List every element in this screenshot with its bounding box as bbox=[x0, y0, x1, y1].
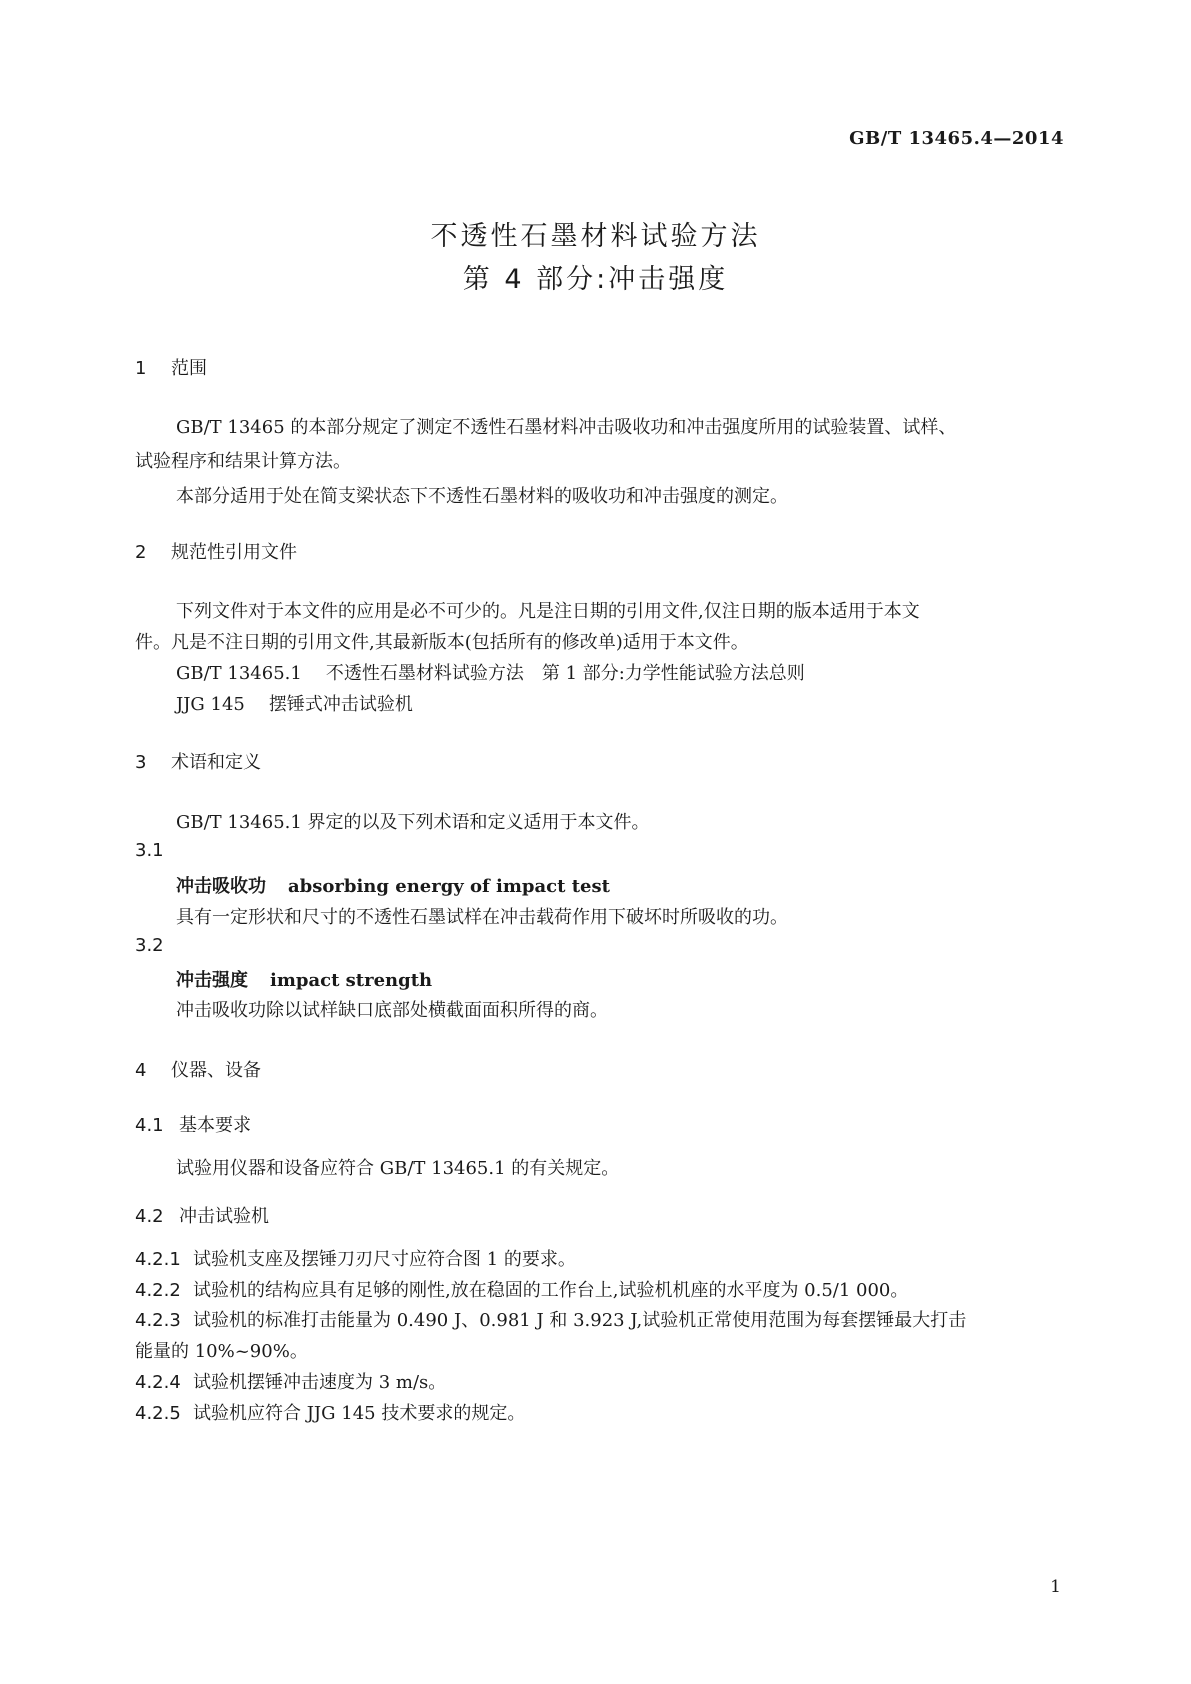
paragraph-line: 件。凡是不注日期的引用文件,其最新版本(包括所有的修改单)适用于本文件。 bbox=[135, 632, 749, 653]
subsection-number: 4.2 bbox=[135, 1206, 164, 1227]
subsection-title: 基本要求 bbox=[179, 1115, 251, 1136]
clause-4-2-4 bbox=[135, 1368, 1055, 1394]
clause-number: 4.2.5 bbox=[135, 1403, 181, 1424]
section-number: 3 bbox=[135, 752, 147, 773]
reference-code: JJG 145 bbox=[176, 694, 245, 715]
paragraph: 试验用仪器和设备应符合 GB/T 13465.1 的有关规定。 bbox=[176, 1158, 620, 1179]
clause-4-2-3 bbox=[135, 1306, 1055, 1332]
term-number: 3.1 bbox=[135, 840, 164, 861]
section-title: 范围 bbox=[171, 358, 207, 379]
paragraph: 本部分适用于处在简支梁状态下不透性石墨材料的吸收功和冲击强度的测定。 bbox=[176, 486, 788, 507]
section-number: 1 bbox=[135, 358, 147, 379]
page-number: 1 bbox=[1050, 1577, 1061, 1597]
section-title: 术语和定义 bbox=[171, 752, 261, 773]
term-definition: 具有一定形状和尺寸的不透性石墨试样在冲击载荷作用下破坏时所吸收的功。 bbox=[176, 907, 788, 928]
reference-code: GB/T 13465.1 bbox=[176, 663, 302, 684]
reference-title: 摆锤式冲击试验机 bbox=[268, 694, 413, 715]
section-title: 仪器、设备 bbox=[171, 1060, 261, 1081]
term-chinese: 冲击吸收功 bbox=[176, 876, 266, 897]
section-4-heading bbox=[135, 1056, 261, 1082]
paragraph: GB/T 13465.1 界定的以及下列术语和定义适用于本文件。 bbox=[176, 812, 650, 833]
section-2-heading bbox=[135, 538, 297, 564]
section-title: 规范性引用文件 bbox=[171, 542, 297, 563]
section-number: 4 bbox=[135, 1060, 147, 1081]
term-number: 3.2 bbox=[135, 935, 164, 956]
section-1-heading bbox=[135, 354, 207, 380]
section-3-heading bbox=[135, 748, 261, 774]
reference-entry bbox=[176, 690, 413, 716]
reference-title: 不透性石墨材料试验方法 第 1 部分:力学性能试验方法总则 bbox=[325, 663, 805, 684]
term-chinese: 冲击强度 bbox=[176, 970, 248, 991]
subsection-title: 冲击试验机 bbox=[179, 1206, 269, 1227]
section-number: 2 bbox=[135, 542, 147, 563]
paragraph-line: GB/T 13465 的本部分规定了测定不透性石墨材料冲击吸收功和冲击强度所用的试验装置、试样、 bbox=[176, 417, 957, 438]
standard-number: GB/T 13465.4—2014 bbox=[849, 128, 1064, 149]
term-heading bbox=[176, 966, 432, 992]
term-english: impact strength bbox=[270, 970, 433, 991]
clause-number: 4.2.2 bbox=[135, 1280, 181, 1301]
clause-4-2-2 bbox=[135, 1276, 1055, 1302]
clause-4-2-1 bbox=[135, 1245, 1055, 1271]
clause-continuation: 能量的 10%~90%。 bbox=[135, 1341, 308, 1362]
clause-text: 试验机应符合 JJG 145 技术要求的规定。 bbox=[193, 1403, 526, 1424]
document-title: 不透性石墨材料试验方法 bbox=[430, 221, 761, 252]
term-heading bbox=[176, 872, 610, 898]
document-subtitle: 第 4 部分:冲击强度 bbox=[462, 264, 729, 295]
paragraph-line: 试验程序和结果计算方法。 bbox=[135, 451, 351, 472]
clause-4-2-5 bbox=[135, 1399, 1055, 1425]
reference-entry bbox=[176, 659, 805, 685]
subsection-4-1-heading bbox=[135, 1111, 251, 1137]
paragraph-line: 下列文件对于本文件的应用是必不可少的。凡是注日期的引用文件,仅注日期的版本适用于本文 bbox=[176, 601, 920, 622]
clause-text: 试验机的标准打击能量为 0.490 J、0.981 J 和 3.923 J,试验机正常使用范围为每套摆锤最大打击 bbox=[193, 1310, 967, 1331]
clause-number: 4.2.1 bbox=[135, 1249, 181, 1270]
clause-text: 试验机的结构应具有足够的刚性,放在稳固的工作台上,试验机机座的水平度为 0.5/1 000。 bbox=[193, 1280, 909, 1301]
clause-number: 4.2.4 bbox=[135, 1372, 181, 1393]
clause-text: 试验机摆锤冲击速度为 3 m/s。 bbox=[193, 1372, 447, 1393]
term-english: absorbing energy of impact test bbox=[288, 876, 610, 897]
subsection-number: 4.1 bbox=[135, 1115, 164, 1136]
subsection-4-2-heading bbox=[135, 1202, 269, 1228]
term-definition: 冲击吸收功除以试样缺口底部处横截面面积所得的商。 bbox=[176, 1000, 608, 1021]
clause-text: 试验机支座及摆锤刀刃尺寸应符合图 1 的要求。 bbox=[193, 1249, 576, 1270]
clause-number: 4.2.3 bbox=[135, 1310, 181, 1331]
